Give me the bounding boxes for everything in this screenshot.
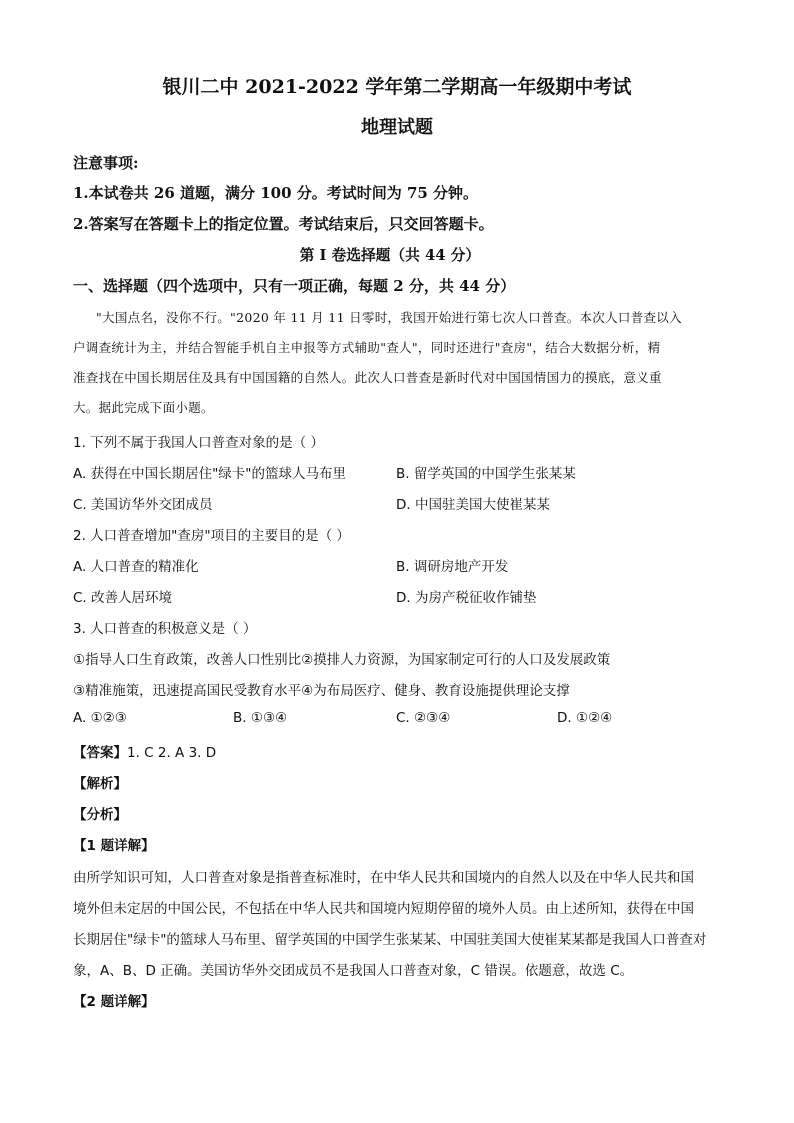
question-2-stem: 2. 人口普查增加"查房"项目的主要目的是（ ） <box>73 528 350 544</box>
analysis-label: 【解析】 <box>73 776 127 792</box>
question-1-option-b: B. 留学英国的中国学生张某某 <box>396 466 576 482</box>
question-1-option-d: D. 中国驻美国大使崔某某 <box>396 497 550 513</box>
question-3-option-c: C. ②③④ <box>396 710 451 726</box>
part-heading: 一、选择题（四个选项中，只有一项正确，每题 2 分，共 44 分） <box>73 277 516 295</box>
detail-1-line-4: 象，A、B、D 正确。美国访华外交团成员不是我国人口普查对象，C 错误。依题意，故选 C。 <box>73 963 634 979</box>
question-2-option-a: A. 人口普查的精准化 <box>73 559 199 575</box>
question-3-stem: 3. 人口普查的积极意义是（ ） <box>73 621 257 637</box>
fenxi-label: 【分析】 <box>73 807 127 823</box>
detail-1-line-3: 长期居住"绿卡"的篮球人马布里、留学英国的中国学生张某某、中国驻美国大使崔某某都是我国人口普查对 <box>73 932 707 948</box>
question-1-stem: 1. 下列不属于我国人口普查对象的是（ ） <box>73 435 324 451</box>
intro-line-4: 大。据此完成下面小题。 <box>73 400 214 415</box>
question-2-option-d: D. 为房产税征收作铺垫 <box>396 590 537 606</box>
answer-label: 【答案】 <box>73 745 127 761</box>
question-3-statement-line-2: ③精准施策，迅速提高国民受教育水平④为布局医疗、健身、教育设施提供理论支撑 <box>73 683 570 699</box>
section-title: 第 I 卷选择题（共 44 分） <box>299 246 481 264</box>
answer-row <box>73 741 216 761</box>
note-1: 1.本试卷共 26 道题，满分 100 分。考试时间为 75 分钟。 <box>73 184 479 202</box>
detail-1-line-2: 境外但未定居的中国公民，不包括在中华人民共和国境内短期停留的境外人员。由上述所知，获得在中国 <box>73 901 694 917</box>
question-1-option-a: A. 获得在中国长期居住"绿卡"的篮球人马布里 <box>73 466 346 482</box>
question-3-option-a: A. ①②③ <box>73 710 127 726</box>
answer-text: 1. C 2. A 3. D <box>127 745 217 761</box>
exam-title: 银川二中 2021-2022 学年第二学期高一年级期中考试 <box>162 76 632 98</box>
question-3-option-d: D. ①②④ <box>557 710 613 726</box>
question-2-option-b: B. 调研房地产开发 <box>396 559 509 575</box>
detail-2-label: 【2 题详解】 <box>73 994 155 1010</box>
question-3-option-b: B. ①③④ <box>233 710 288 726</box>
question-2-option-c: C. 改善人居环境 <box>73 590 173 606</box>
detail-1-line-1: 由所学知识可知，人口普查对象是指普查标准时，在中华人民共和国境内的自然人以及在中华人民共和国 <box>73 870 694 886</box>
question-3-statement-line-1: ①指导人口生育政策，改善人口性别比②摸排人力资源，为国家制定可行的人口及发展政策 <box>73 652 611 668</box>
intro-line-3: 准查找在中国长期居住及具有中国国籍的自然人。此次人口普查是新时代对中国国情国力的摸底，意义重 <box>73 370 662 385</box>
note-2: 2.答案写在答题卡上的指定位置。考试结束后，只交回答题卡。 <box>73 215 494 233</box>
question-1-option-c: C. 美国访华外交团成员 <box>73 497 213 513</box>
intro-line-1: "大国点名，没你不行。"2020 年 11 月 11 日零时，我国开始进行第七次人口普查。本次人口普查以入 <box>96 310 682 325</box>
exam-subtitle: 地理试题 <box>361 117 433 138</box>
detail-1-label: 【1 题详解】 <box>73 838 155 854</box>
notes-heading: 注意事项: <box>73 154 139 172</box>
intro-line-2: 户调查统计为主，并结合智能手机自主申报等方式辅助"查人"，同时还进行"查房"，结合大数据分析，精 <box>73 340 661 355</box>
